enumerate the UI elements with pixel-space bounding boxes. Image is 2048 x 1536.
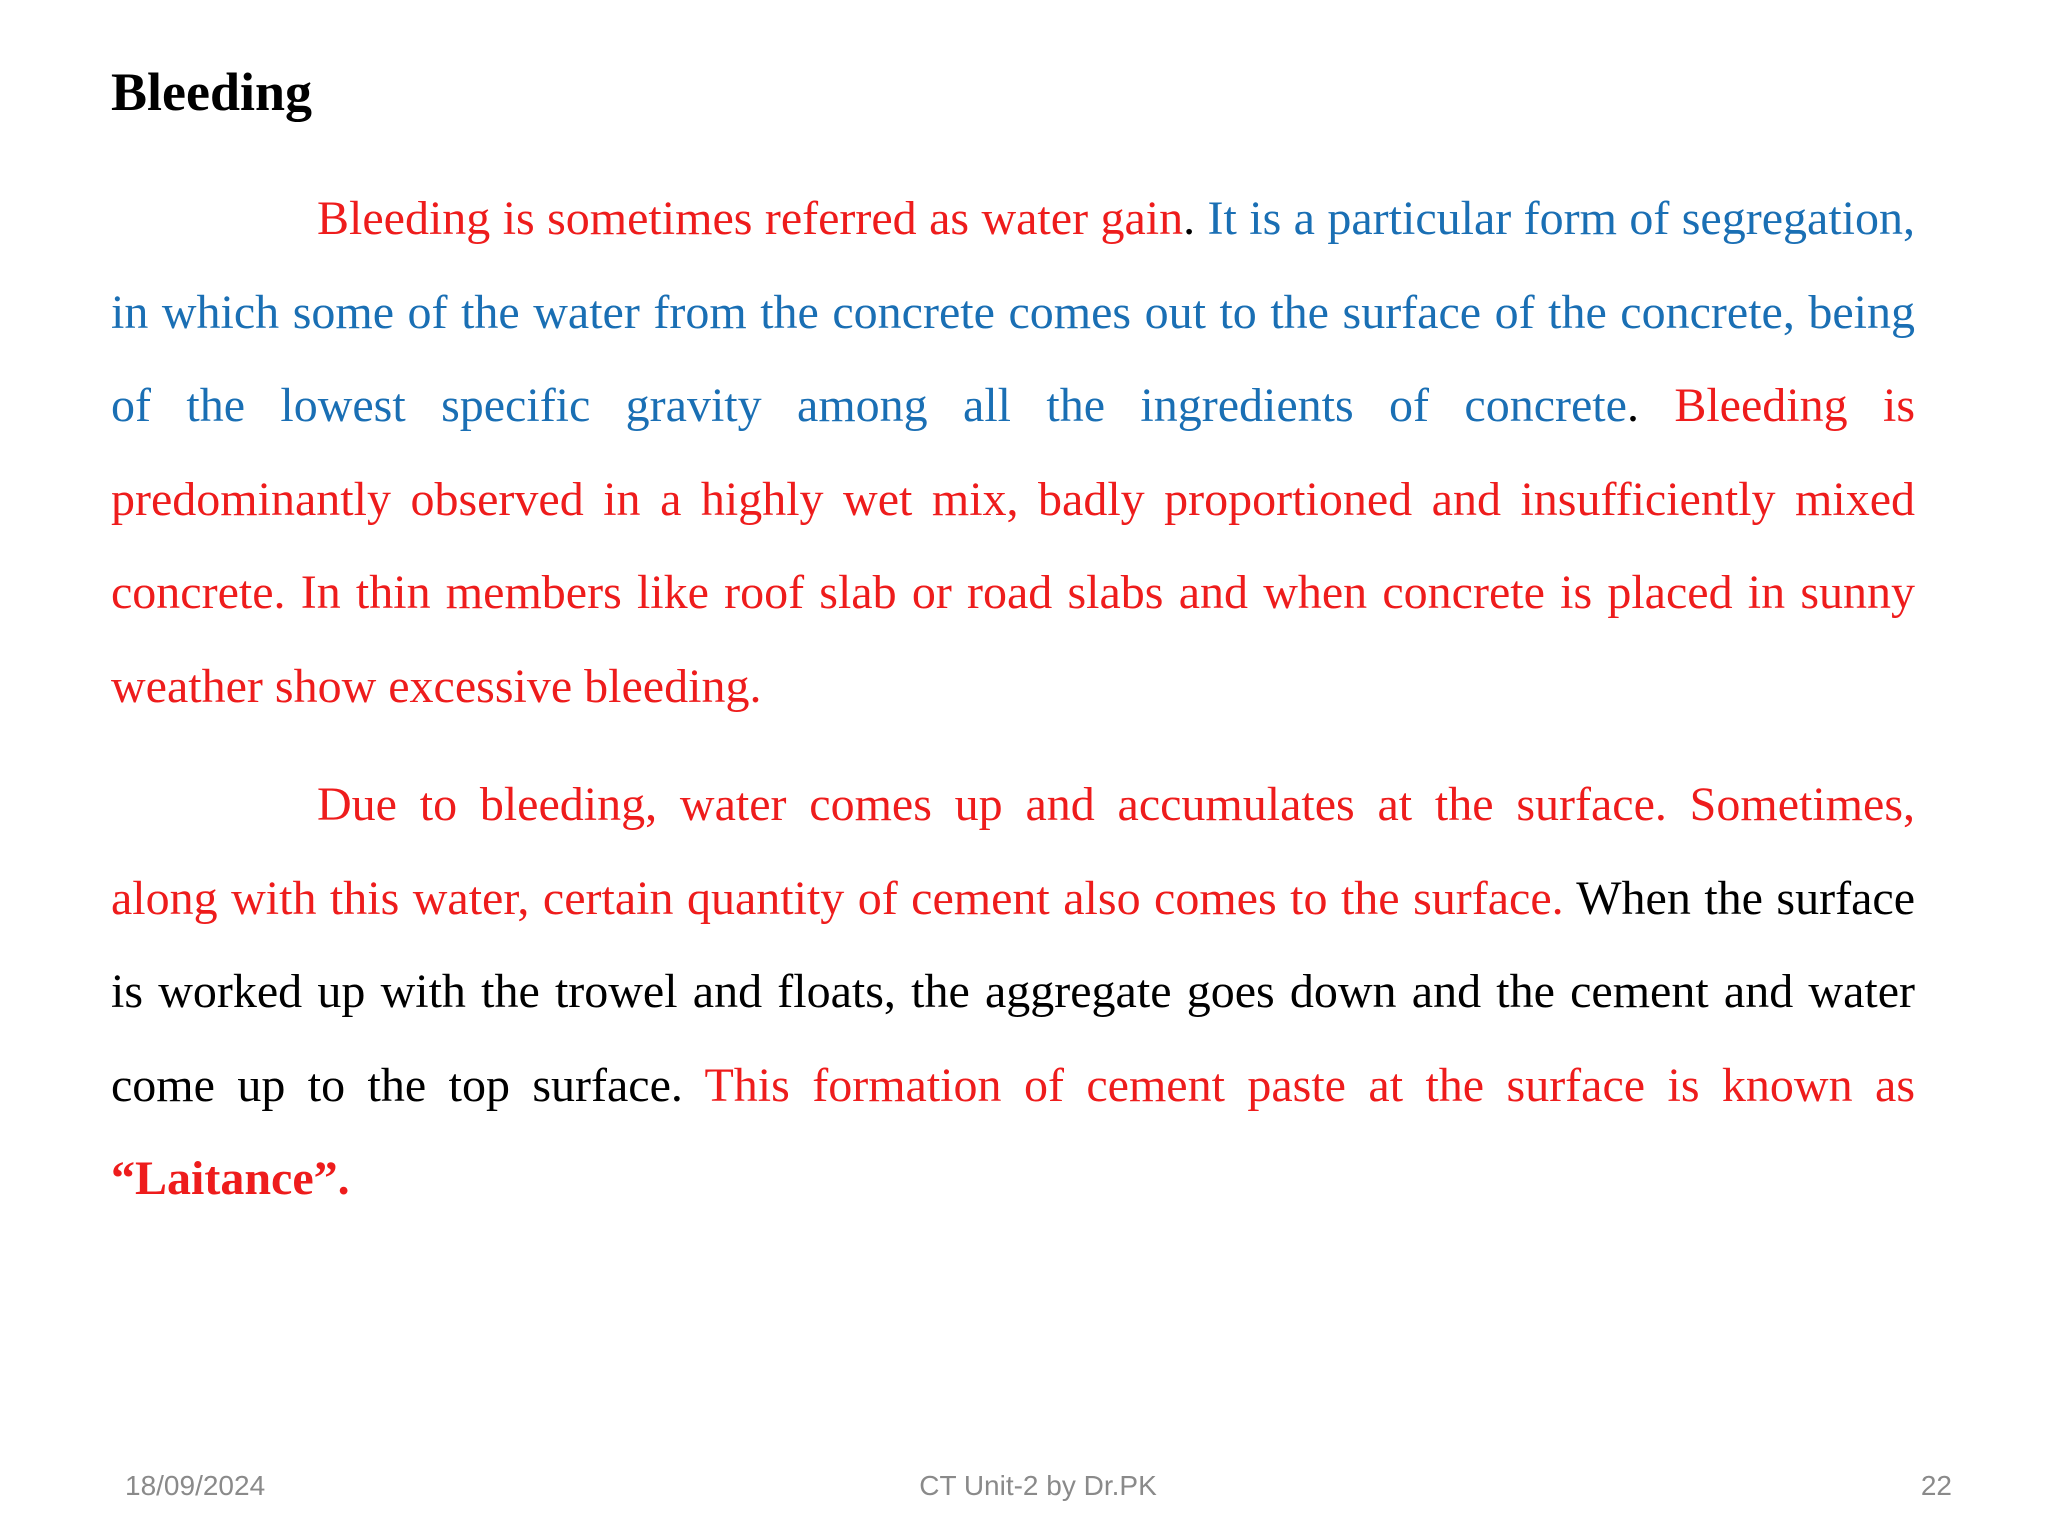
paragraph-laitance [111, 758, 1915, 1226]
sentence-period: . [1626, 379, 1675, 432]
accumulation-sentence: Due to bleeding, water comes up and accumulates at the surface. Sometimes, along with this water, certain quantity of cement also comes to the surface. [111, 778, 1915, 925]
segregation-explanation: It is a particular form of segregation, in which some of the water from the concrete comes out to the surface of the concrete, being of the lowest specific gravity among all the ingredients of concrete [111, 192, 1915, 432]
definition-sentence: Bleeding is sometimes referred as water gain [317, 192, 1184, 245]
sentence-period: . [1183, 192, 1208, 245]
laitance-term: “Laitance”. [111, 1152, 350, 1205]
trowel-sentence: When the surface is worked up with the trowel and floats, the aggregate goes down and the cement and water come up to the top surface. [111, 871, 1915, 1112]
bleeding-causes: Bleeding is predominantly observed in a highly wet mix, badly proportioned and insufficiently mixed concrete. In thin members like roof slab or road slabs and when concrete is placed in sunny weather show excessive bleeding. [111, 379, 1916, 713]
footer-date: 18/09/2024 [125, 1470, 266, 1501]
footer-course-label: CT Unit-2 by Dr.PK [919, 1470, 1157, 1501]
laitance-sentence: This formation of cement paste at the surface is known as [704, 1058, 1916, 1112]
slide-title: Bleeding [111, 62, 313, 122]
footer-page-number: 22 [1920, 1470, 1952, 1501]
paragraph-bleeding-definition [111, 172, 1915, 733]
slide-body [111, 172, 1915, 1226]
